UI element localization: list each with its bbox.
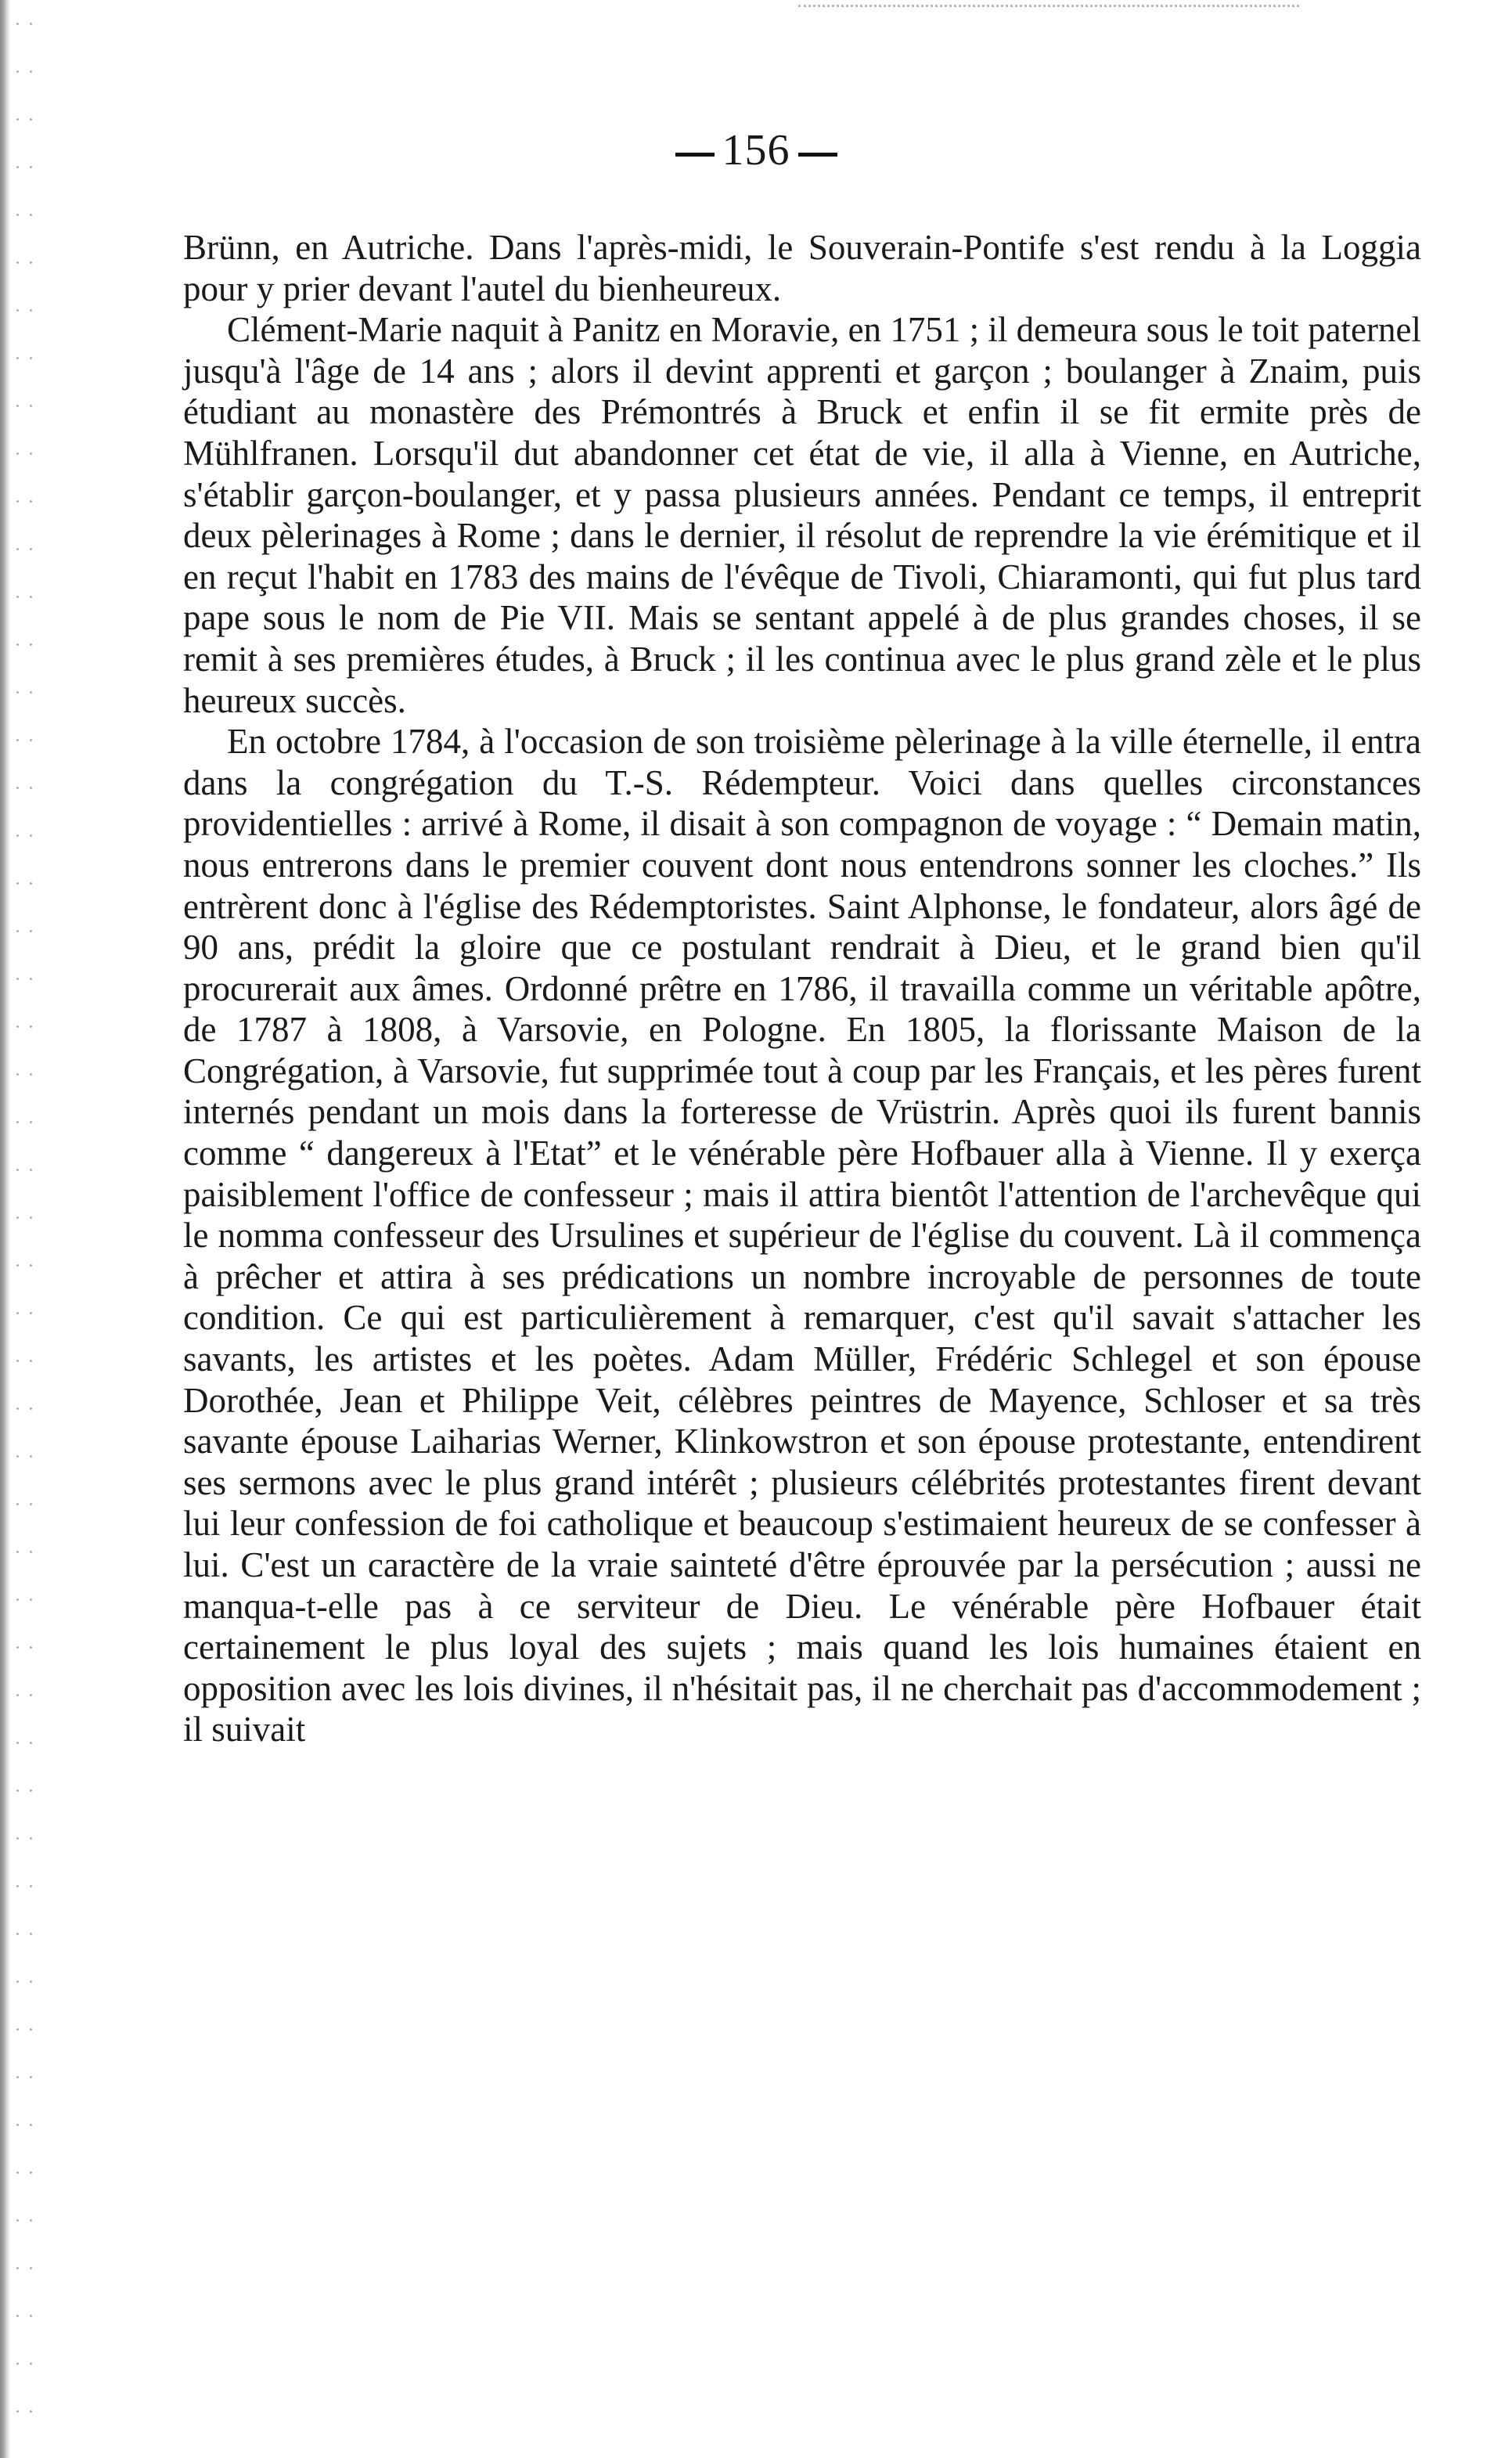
paragraph-october-1784: En octobre 1784, à l'occasion de son troisième pèlerinage à la ville éternelle, il entra dans la congrégation du T.-S. Rédempteur. Voici dans quelles circonstances providentielles : arrivé à Rome, il disait à son compagnon de voyage : “ Demain matin, nous entrerons dans le premier couvent dont nous entendrons sonner les cloches.” Ils entrèrent donc à l'église des Rédemptoristes. Saint Alphonse, le fondateur, alors âgé de 90 ans, prédit la gloire que ce postulant rendrait à Dieu, et le grand bien qu'il procurerait aux âmes. Ordonné prêtre en 1786, il travailla comme un véritable apôtre, de 1787 à 1808, à Varsovie, en Pologne. En 1805, la florissante Maison de la Congrégation, à Varsovie, fut supprimée tout à coup par les Français, et les pères furent internés pendant un mois dans la forteresse de Vrüstrin. Après quoi ils furent bannis comme “ dangereux à l'Etat” et le vénérable père Hofbauer alla à Vienne. Il y exerça paisiblement l'office de confesseur ; mais il attira bientôt l'attention de l'archevêque qui le nomma confesseur des Ursulines et supérieur de l'église du couvent. Là il commença à prêcher et attira à ses prédications un nombre incroyable de personnes de toute condition. Ce qui est particulièrement à remarquer, c'est qu'il savait s'attacher les savants, les artistes et les poètes. Adam Müller, Frédéric Schlegel et son épouse Dorothée, Jean et Philippe Veit, célèbres peintres de Mayence, Schloser et sa très savante épouse Laiharias Werner, Klinkowstron et son épouse protestante, entendirent ses sermons avec le plus grand intérêt ; plusieurs célébrités protestantes firent devant lui leur confession de foi catholique et beaucoup s'estimaient heureux de se confesser à lui. C'est un caractère de la vraie sainteté d'être éprouvée par la persécution ; aussi ne manqua-t-elle pas à ce serviteur de Dieu. Le vénérable père Hofbauer était certainement le plus loyal des sujets ; mais quand les lois humaines étaient en opposition avec les lois divines, il n'hésitait pas, il ne cherchait pas d'accommodement ; il suivait: [183, 722, 1421, 1750]
page-number: 156: [722, 126, 790, 175]
header-dash-right: [798, 153, 837, 157]
paragraph-continuation: Brünn, en Autriche. Dans l'après-midi, le Souverain-Pontife s'est rendu à la Loggia pour y prier devant l'autel du bienheureux.: [183, 228, 1421, 308]
page-header: [0, 125, 1512, 175]
header-dash-left: [675, 153, 715, 157]
scan-mark: [798, 5, 1299, 9]
binding-edge: [0, 0, 11, 2458]
scan-specks: [11, 0, 34, 2458]
body-text: [183, 227, 1421, 1750]
paragraph-clement-marie-birth: Clément-Marie naquit à Panitz en Moravie, en 1751 ; il demeura sous le toit paternel jusqu'à l'âge de 14 ans ; alors il devint apprenti et garçon ; boulanger à Znaim, puis étudiant au monastère des Prémontrés à Bruck et enfin il se fit ermite près de Mühlfranen. Lorsqu'il dut abandonner cet état de vie, il alla à Vienne, en Autriche, s'établir garçon-boulanger, et y passa plusieurs années. Pendant ce temps, il entreprit deux pèlerinages à Rome ; dans le dernier, il résolut de reprendre la vie érémitique et il en reçut l'habit en 1783 des mains de l'évêque de Tivoli, Chiaramonti, qui fut plus tard pape sous le nom de Pie VII. Mais se sentant appelé à de plus grandes choses, il se remit à ses premières études, à Bruck ; il les continua avec le plus grand zèle et le plus heureux succès.: [183, 310, 1421, 720]
